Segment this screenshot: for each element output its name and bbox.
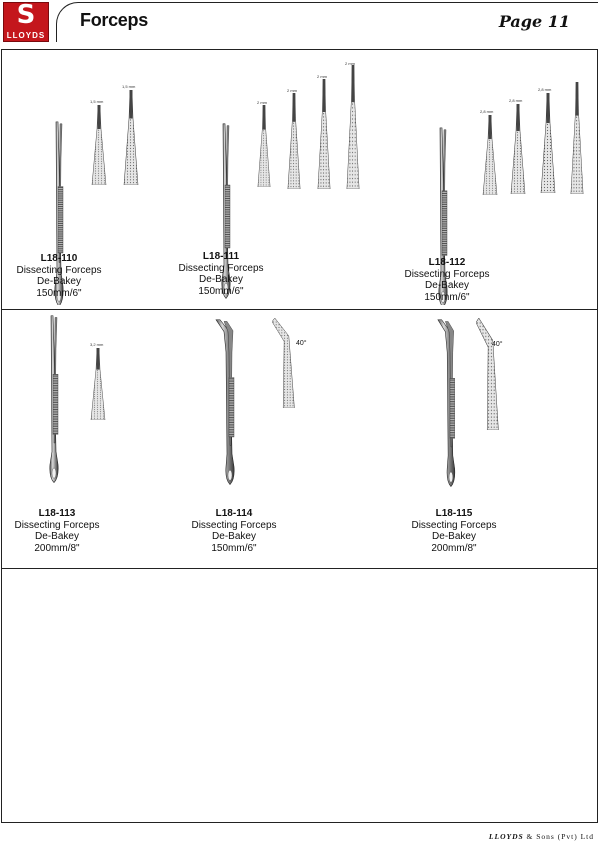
product-type: De-Bakey	[425, 280, 469, 291]
product-code: L18-113	[38, 508, 76, 519]
caption-l18-113	[0, 508, 122, 554]
product-size: 150mm/6"	[36, 287, 82, 299]
logo-word: LLOYDS	[6, 31, 46, 40]
product-name: Dissecting Forceps	[16, 264, 102, 276]
page-number: Page 11	[498, 12, 570, 31]
product-l18-113	[0, 312, 200, 502]
product-l18-114	[200, 312, 400, 502]
product-size: 200mm/8"	[431, 542, 477, 554]
tip-label: 1,5 mm	[122, 84, 136, 89]
caption-l18-110	[0, 253, 124, 299]
product-name: Dissecting Forceps	[411, 519, 497, 531]
product-name: Dissecting Forceps	[191, 519, 277, 531]
product-size: 200mm/8"	[34, 542, 80, 554]
product-name: Dissecting Forceps	[178, 262, 264, 274]
caption-l18-111	[156, 251, 286, 297]
row-divider-1	[1, 309, 598, 310]
tip-label: 3,2 mm	[90, 342, 104, 347]
logo-letter: S	[16, 0, 36, 30]
product-name: Dissecting Forceps	[404, 268, 490, 280]
product-l18-115	[400, 312, 598, 502]
product-size: 150mm/6"	[198, 285, 244, 297]
product-code: L18-114	[215, 508, 253, 519]
tip-label: 1,5 mm	[90, 99, 104, 104]
row-divider-2	[1, 568, 598, 569]
tip-label: 2,8 mm	[509, 98, 523, 103]
footer-company: & Sons (Pvt) Ltd	[526, 832, 594, 841]
footer-brand: LLOYDS	[488, 832, 524, 841]
page-header	[0, 0, 600, 44]
product-type: De-Bakey	[212, 531, 256, 542]
product-name: Dissecting Forceps	[14, 519, 100, 531]
angle-label: 40°	[492, 341, 503, 348]
page-footer	[489, 832, 594, 841]
product-code: L18-115	[435, 508, 473, 519]
angle-label: 40°	[296, 340, 307, 347]
product-size: 150mm/6"	[211, 542, 257, 554]
product-type: De-Bakey	[37, 276, 81, 287]
caption-l18-114	[169, 508, 299, 554]
product-code: L18-110	[40, 253, 78, 264]
tip-label: 2 mm	[257, 100, 267, 105]
product-code: L18-111	[202, 251, 240, 262]
page-title: Forceps	[80, 10, 148, 30]
tip-label: 2 mm	[345, 61, 355, 66]
forceps-icon	[0, 312, 200, 502]
product-size: 150mm/6"	[424, 291, 470, 303]
lloyds-logo-icon	[3, 2, 49, 42]
tip-label: 2 mm	[317, 74, 327, 79]
product-code: L18-112	[428, 257, 466, 268]
caption-l18-112	[382, 257, 512, 303]
product-type: De-Bakey	[432, 531, 476, 542]
tip-label: 2 mm	[287, 88, 297, 93]
product-type: De-Bakey	[199, 274, 243, 285]
caption-l18-115	[389, 508, 519, 554]
tip-label: 2,8 mm	[538, 87, 552, 92]
forceps-icon	[200, 312, 400, 502]
forceps-icon	[400, 312, 598, 502]
product-type: De-Bakey	[35, 531, 79, 542]
tip-label: 2,8 mm	[480, 109, 494, 114]
